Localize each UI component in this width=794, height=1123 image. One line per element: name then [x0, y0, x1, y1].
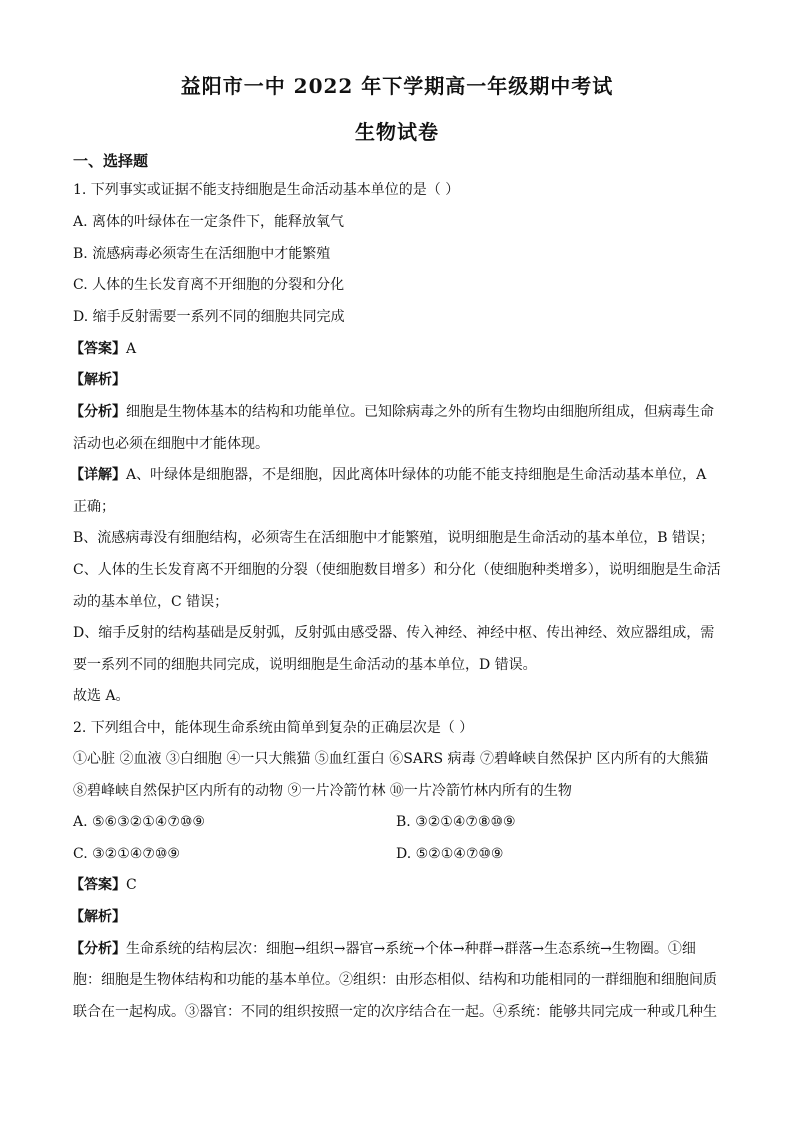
q2-option-d: D. ⑤②①④⑦⑩⑨: [396, 846, 504, 862]
q1-c-line-2: 动的基本单位，C 错误；: [73, 594, 229, 610]
answer-value: C: [126, 877, 137, 893]
q2-option-a: A. ⑤⑥③②①④⑦⑩⑨: [73, 814, 205, 830]
q1-option-a: A. 离体的叶绿体在一定条件下，能释放氧气: [73, 214, 345, 230]
q1-b-line: B、流感病毒没有细胞结构，必须寄生在活细胞中才能繁殖，说明细胞是生命活动的基本单位，B 错误；: [73, 530, 715, 546]
exam-subtitle: 生物试卷: [355, 120, 439, 144]
q1-xiangjie-1: 【详解】A、叶绿体是细胞器，不是细胞，因此离体叶绿体的功能不能支持细胞是生命活动基本单位，A: [70, 467, 707, 483]
q2-answer: [70, 876, 137, 894]
exam-title: 益阳市一中 2022 年下学期高一年级期中考试: [180, 74, 614, 98]
q1-option-b: B. 流感病毒必须寄生在活细胞中才能繁殖: [73, 246, 331, 262]
q1-c-line-1: C、人体的生长发育离不开细胞的分裂（使细胞数目增多）和分化（使细胞种类增多），说明细胞是生命活: [73, 562, 721, 578]
q1-conclusion: 故选 A。: [73, 688, 130, 704]
q2-stem: 2. 下列组合中，能体现生命系统由简单到复杂的正确层次是（ ）: [73, 720, 474, 736]
q2-fenxi-3: 联合在一起构成。③器官：不同的组织按照一定的次序结合在一起。④系统：能够共同完成一种或几种生: [73, 1004, 717, 1020]
section-title: 一、选择题: [73, 152, 149, 170]
q1-option-c: C. 人体的生长发育离不开细胞的分裂和分化: [73, 277, 345, 293]
q1-option-d: D. 缩手反射需要一系列不同的细胞共同完成: [73, 309, 345, 325]
q1-answer: [70, 340, 136, 358]
q2-option-b: B. ③②①④⑦⑧⑩⑨: [396, 814, 516, 830]
q1-stem: 1. 下列事实或证据不能支持细胞是生命活动基本单位的是（ ）: [73, 182, 460, 198]
q1-d-line-1: D、缩手反射的结构基础是反射弧，反射弧由感受器、传入神经、神经中枢、传出神经、效应器组成，需: [73, 625, 715, 641]
q2-items-1: ①心脏 ②血液 ③白细胞 ④一只大熊猫 ⑤血红蛋白 ⑥SARS 病毒 ⑦碧峰峡自然保护 区内所有的大熊猫: [73, 751, 709, 767]
answer-label: 【答案】: [70, 877, 126, 893]
answer-value: A: [126, 341, 137, 357]
answer-label: 【答案】: [70, 341, 126, 357]
q2-fenxi-1: 【分析】生命系统的结构层次：细胞→组织→器官→系统→个体→种群→群落→生态系统→生物圈。①细: [70, 941, 696, 957]
q2-fenxi-2: 胞：细胞是生物体结构和功能的基本单位。②组织：由形态相似、结构和功能相同的一群细胞和细胞间质: [73, 972, 717, 988]
q1-d-line-2: 要一系列不同的细胞共同完成，说明细胞是生命活动的基本单位，D 错误。: [73, 657, 537, 673]
q2-items-2: ⑧碧峰峡自然保护区内所有的动物 ⑨一片冷箭竹林 ⑩一片冷箭竹林内所有的生物: [73, 783, 572, 799]
q1-analysis-label: 【解析】: [70, 372, 126, 388]
q1-fenxi-2: 活动也必须在细胞中才能体现。: [73, 436, 269, 452]
q2-option-c: C. ③②①④⑦⑩⑨: [73, 846, 180, 862]
q2-analysis-label: 【解析】: [70, 909, 126, 925]
q1-xiangjie-2: 正确；: [73, 499, 115, 515]
q1-fenxi-1: 【分析】细胞是生物体基本的结构和功能单位。已知除病毒之外的所有生物均由细胞所组成，但病毒生命: [70, 404, 714, 420]
